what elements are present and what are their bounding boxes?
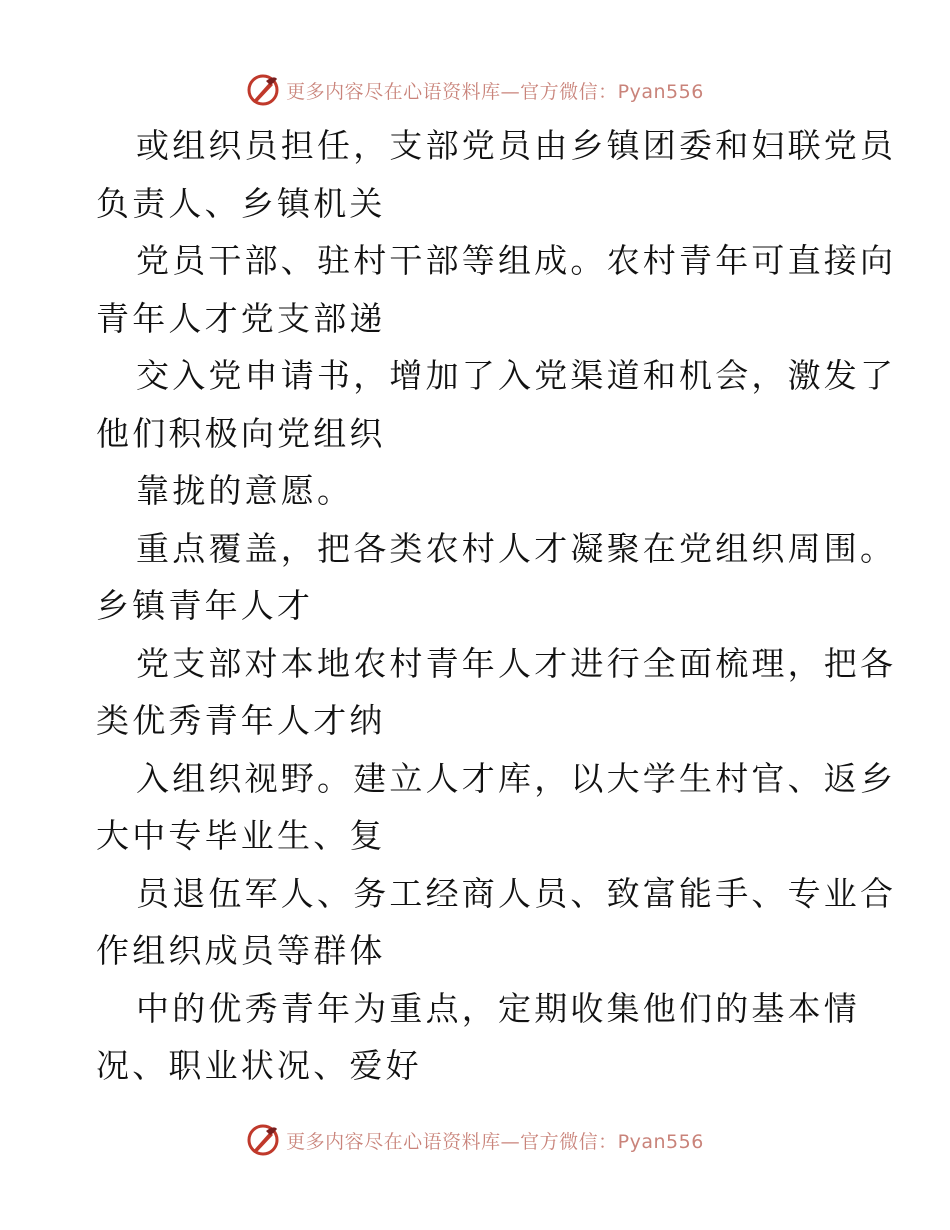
footer-watermark-banner: [0, 1120, 950, 1160]
text-line: 他们积极向党组织: [96, 413, 386, 453]
watermark-label: 更多内容尽在心语资料库—官方微信：: [286, 80, 618, 103]
text-line: 青年人才党支部递: [96, 298, 386, 338]
text-line: 况、职业状况、爱好: [96, 1046, 422, 1085]
text-line: 大中专毕业生、复: [96, 816, 386, 855]
text-line: 或组织员担任，支部党员由乡镇团委和妇联党员: [136, 126, 897, 165]
text-line: 负责人、乡镇机关: [96, 183, 386, 223]
paragraph: [96, 232, 897, 347]
text-line: 交入党申请书，增加了入党渠道和机会，激发了: [136, 356, 897, 395]
paragraph: [96, 117, 897, 232]
paragraph: [96, 462, 856, 520]
document-body: [96, 117, 897, 1095]
paragraph: [96, 347, 897, 462]
wechat-id: Pyan556: [617, 80, 704, 103]
text-line: 类优秀青年人才纳: [96, 701, 386, 740]
paragraph: [96, 635, 897, 750]
watermark-label: 更多内容尽在心语资料库—官方微信：: [286, 1130, 618, 1153]
watermark-text: [286, 77, 704, 104]
header-watermark-banner: [0, 70, 950, 110]
quill-logo-icon: [246, 1123, 280, 1157]
paragraph: [96, 980, 860, 1095]
text-line: 员退伍军人、务工经商人员、致富能手、专业合: [136, 873, 897, 913]
watermark-text: [286, 1127, 704, 1154]
text-line: 作组织成员等群体: [96, 931, 386, 970]
text-line: 重点覆盖，把各类农村人才凝聚在党组织周围。: [136, 528, 897, 568]
wechat-id: Pyan556: [617, 1130, 704, 1153]
text-line: 乡镇青年人才: [96, 586, 314, 625]
text-line: 党支部对本地农村青年人才进行全面梳理，把各: [136, 643, 897, 683]
text-line: 入组织视野。建立人才库，以大学生村官、返乡: [136, 758, 897, 798]
paragraph: [96, 865, 897, 980]
text-line: 党员干部、驻村干部等组成。农村青年可直接向: [136, 241, 897, 280]
text-line: 靠拢的意愿。: [136, 471, 354, 510]
paragraph: [96, 520, 897, 635]
paragraph: [96, 750, 897, 865]
quill-logo-icon: [246, 73, 280, 107]
text-line: 中的优秀青年为重点，定期收集他们的基本情: [136, 988, 860, 1028]
